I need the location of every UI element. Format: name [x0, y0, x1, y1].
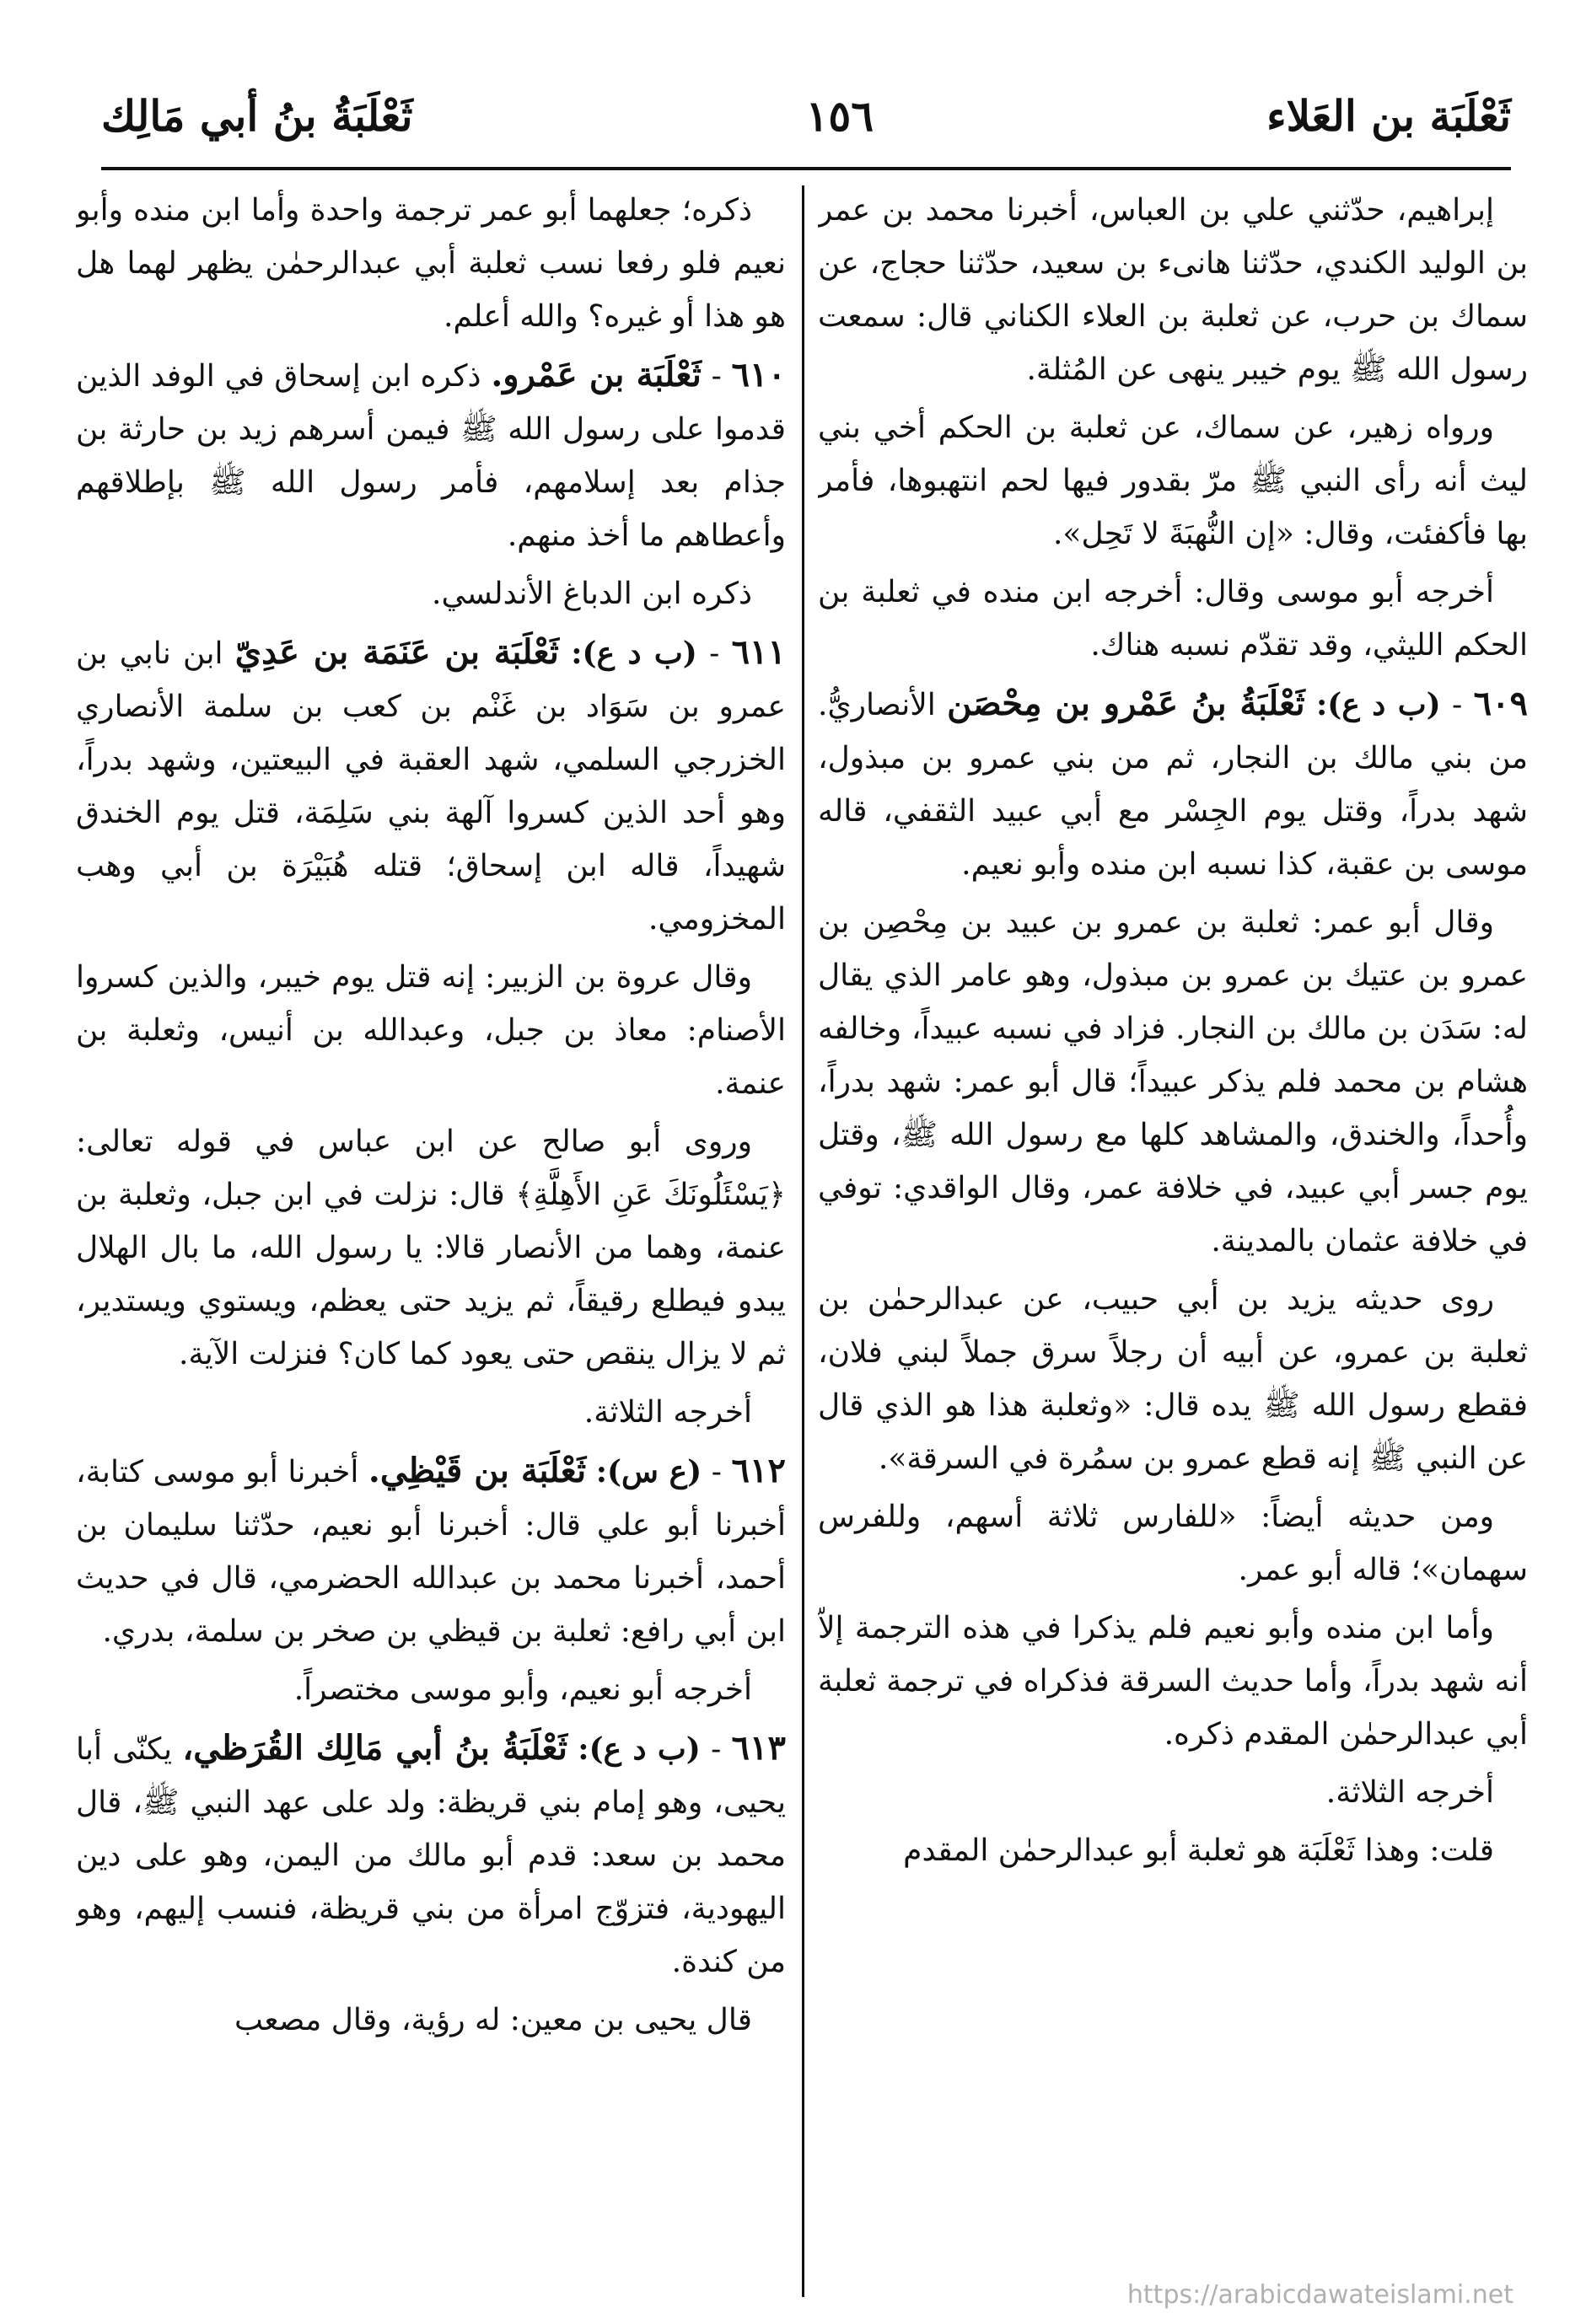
body-paragraph: [818, 1273, 1528, 1485]
paragraph-text: وروى أبو صالح عن ابن عباس في قوله تعالى: ﴿يَسْئَلُونَكَ عَنِ الأَهِلَّةِ﴾ قال: نزلت في ابن جبل، وثعلبة بن عنمة، وهما من الأنصار قالا: يا رسول الله، ما بال الهلال يبدو فيطلع رقيقاً، ثم يزيد حتى يعظم، ويستوي ويستدير، ثم لا يزال ينقص حتى يعود كما كان؟ فنزلت الآية.: [76, 1124, 786, 1371]
entry-source-tag: (ب د ع):: [571, 636, 697, 671]
entry-source-tag: (ب د ع):: [1316, 687, 1441, 722]
paragraph-text: أخرجه الثلاثة.: [1325, 1775, 1494, 1810]
body-paragraph: [76, 1386, 786, 1439]
entry-name: ثَعْلَبَة بن عَمْرو.: [491, 355, 702, 394]
right-column: [818, 184, 1528, 2291]
body-paragraph: [818, 1490, 1528, 1597]
body-paragraph: [818, 1602, 1528, 1761]
paragraph-text: يكنّى أبا يحيى، وهو إمام بني قريظة: ولد على عهد النبي ﷺ، قال محمد بن سعد: قدم أبو مالك من اليمن، وهو على دين اليهودية، فتزوّج امرأة من بني قريظة، فنسب إليهم، وهو من كندة.: [76, 1732, 786, 1979]
paragraph-text: ذكره ابن إسحاق في الوفد الذين قدموا على رسول الله ﷺ فيمن أسرهم زيد بن حارثة بن جذام بعد إسلامهم، فأمر رسول الله ﷺ بإطلاقهم وأعطاهم ما أخذ منهم.: [76, 359, 786, 553]
paragraph-text: ذكره ابن الدباغ الأندلسي.: [432, 577, 752, 611]
paragraph-text: أخبرنا أبو موسى كتابة، أخبرنا أبو علي قال: أخبرنا أبو نعيم، حدّثنا سليمان بن أحمد، أخبرنا محمد بن عبدالله الحضرمي، قال في حديث ابن أبي رافع: ثعلبة بن قيظي بن صخر بن سلمة، بدري.: [76, 1455, 786, 1649]
paragraph-text: ذكره؛ جعلهما أبو عمر ترجمة واحدة وأما ابن منده وأبو نعيم فلو رفعا نسب ثعلبة أبي عبدالرحمٰن يظهر لهما هل هو هذا أو غيره؟ والله أعلم.: [76, 193, 786, 334]
entry-paragraph: ٦١٢ - (ع س): ثَعْلَبَة بن قَيْظِي. أخبرنا أبو موسى كتابة، أخبرنا أبو علي قال: أخبرنا أبو نعيم، حدّثنا سليمان بن أحمد، أخبرنا محمد بن عبدالله الحضرمي، قال في حديث ابن أبي رافع: ثعلبة بن قيظي بن صخر بن سلمة، بدري.: [76, 1451, 786, 1649]
paragraph-text: ورواه زهير، عن سماك، عن ثعلبة بن الحكم أخي بني ليث أنه رأى النبي ﷺ مرّ بقدور فيها لحم انتهبوها، فأمر بها فأكفئت، وقال: «إن النُّهبَةَ لا تَحِل».: [818, 411, 1528, 551]
entry-number: ٦٠٩: [1473, 684, 1528, 723]
column-divider: [802, 185, 804, 2297]
entry-source-tag: (ع س):: [595, 1454, 702, 1489]
paragraph-text: روى حديثه يزيد بن أبي حبيب، عن عبدالرحمٰن بن ثعلبة بن عمرو، عن أبيه أن رجلاً سرق جملاً لبني فلان، فقطع رسول الله ﷺ يده قال: «وثعلبة هذا هو الذي قال عن النبي ﷺ إنه قطع عمرو بن سمُرة في السرقة».: [818, 1282, 1528, 1476]
body-paragraph: [76, 184, 786, 343]
paragraph-text: وقال أبو عمر: ثعلبة بن عمرو بن عبيد بن مِحْصِن بن عمرو بن عتيك بن عمرو بن مبذول، وهو عامر الذي يقال له: سَدَن بن مالك بن النجار. فزاد في نسبه عبيداً، وخالفه هشام بن محمد فلم يذكر عبيداً؛ قال أبو عمر: شهد بدراً، وأُحداً، والخندق، والمشاهد كلها مع رسول الله ﷺ، وقتل يوم جسر أبي عبيد، في خلافة عمر، وقال الواقدي: توفي في خلافة عثمان بالمدينة.: [818, 905, 1528, 1259]
paragraph-text: قال يحيى بن معين: له رؤية، وقال مصعب: [234, 2003, 752, 2037]
paragraph-text: ومن حديثه أيضاً: «للفارس ثلاثة أسهم، وللفرس سهمان»؛ قاله أبو عمر.: [818, 1500, 1528, 1587]
entry-number: ٦١٣: [731, 1728, 786, 1768]
body-paragraph: [76, 567, 786, 620]
paragraph-text: الأنصاريُّ. من بني مالك بن النجار، ثم من بني عمرو بن مبذول، شهد بدراً، وقتل يوم الجِسْر مع أبي عبيد الثقفي، قاله موسى بن عقبة، كذا نسبه ابن منده وأبو نعيم.: [818, 688, 1528, 882]
paragraph-text: وأما ابن منده وأبو نعيم فلم يذكرا في هذه الترجمة إلاّ أنه شهد بدراً، وأما حديث السرقة فذكراه في ترجمة ثعلبة أبي عبدالرحمٰن المقدم ذكره.: [818, 1611, 1528, 1752]
paragraph-text: أخرجه الثلاثة.: [583, 1395, 752, 1430]
entry-paragraph: ٦١١ - (ب د ع): ثَعْلَبَة بن عَنَمَة بن عَدِيّ ابن نابي بن عمرو بن سَوَاد بن غَنْم بن كعب بن سلمة الأنصاري الخزرجي السلمي، شهد العقبة في البيعتين، وشهد بدراً، وهو أحد الذين كسروا آلهة بني سَلِمَة، قتل يوم الخندق شهيداً، قاله ابن إسحاق؛ قتله هُبَيْرَة بن أبي وهب المخزومي.: [76, 632, 786, 937]
entry-source-tag: (ب د ع):: [578, 1731, 701, 1767]
body-paragraph: [818, 1766, 1528, 1819]
page-header: [101, 78, 1511, 153]
paragraph-text: قلت: وهذا ثَعْلَبَة هو ثعلبة أبو عبدالرحمٰن المقدم: [903, 1833, 1494, 1868]
paragraph-text: أخرجه أبو نعيم، وأبو موسى مختصراً.: [293, 1672, 752, 1707]
entry-paragraph: ٦١٠ - ثَعْلَبَة بن عَمْرو. ذكره ابن إسحاق في الوفد الذين قدموا على رسول الله ﷺ فيمن أسرهم زيد بن حارثة بن جذام بعد إسلامهم، فأمر رسول الله ﷺ بإطلاقهم وأعطاهم ما أخذ منهم.: [76, 355, 786, 553]
entry-name: ثَعْلَبَة بن عَنَمَة بن عَدِيّ: [234, 632, 559, 672]
left-column: [76, 184, 786, 2291]
entry-name: ثَعْلَبَة بن قَيْظِي.: [368, 1451, 587, 1490]
body-paragraph: [76, 1115, 786, 1381]
entry-number: ٦١١: [731, 632, 786, 672]
entry-name: ثَعْلَبَةُ بنُ عَمْرو بن مِحْصَن: [947, 684, 1305, 723]
header-right-title: ثَعْلَبَة بن العَلاء: [1266, 90, 1511, 141]
paragraph-text: أخرجه أبو موسى وقال: أخرجه ابن منده في ثعلبة بن الحكم الليثي، وقد تقدّم نسبه هناك.: [818, 575, 1528, 663]
header-rule: [101, 167, 1511, 170]
body-paragraph: [818, 184, 1528, 396]
entry-name: ثَعْلَبَةُ بنُ أبي مَالِك القُرَظي،: [182, 1728, 567, 1768]
body-paragraph: [818, 896, 1528, 1268]
page-number: ١٥٦: [805, 90, 874, 141]
entry-number: ٦١٢: [731, 1451, 786, 1490]
header-left-title: ثَعْلَبَةُ بنُ أبي مَالِك: [101, 90, 413, 141]
body-paragraph: [76, 1994, 786, 2047]
body-paragraph: [818, 566, 1528, 672]
entry-paragraph: ٦١٣ - (ب د ع): ثَعْلَبَةُ بنُ أبي مَالِك القُرَظي، يكنّى أبا يحيى، وهو إمام بني قريظة: ولد على عهد النبي ﷺ، قال محمد بن سعد: قدم أبو مالك من اليمن، وهو على دين اليهودية، فتزوّج امرأة من بني قريظة، فنسب إليهم، وهو من كندة.: [76, 1728, 786, 1979]
entry-paragraph: ٦٠٩ - (ب د ع): ثَعْلَبَةُ بنُ عَمْرو بن مِحْصَن الأنصاريُّ. من بني مالك بن النجار، ثم من بني عمرو بن مبذول، شهد بدراً، وقتل يوم الجِسْر مع أبي عبيد الثقفي، قاله موسى بن عقبة، كذا نسبه ابن منده وأبو نعيم.: [818, 684, 1528, 882]
body-paragraph: [818, 401, 1528, 561]
entry-number: ٦١٠: [731, 355, 786, 394]
watermark-url[interactable]: https://arabicdawateislami.net: [1126, 2280, 1513, 2310]
paragraph-text: ابن نابي بن عمرو بن سَوَاد بن غَنْم بن كعب بن سلمة الأنصاري الخزرجي السلمي، شهد العقبة في البيعتين، وشهد بدراً، وهو أحد الذين كسروا آلهة بني سَلِمَة، قتل يوم الخندق شهيداً، قاله ابن إسحاق؛ قتله هُبَيْرَة بن أبي وهب المخزومي.: [76, 636, 786, 937]
body-paragraph: [818, 1824, 1528, 1877]
paragraph-text: وقال عروة بن الزبير: إنه قتل يوم خيبر، والذين كسروا الأصنام: معاذ بن جبل، وعبدالله بن أنيس، وثعلبة بن عنمة.: [76, 960, 786, 1101]
body-paragraph: [76, 1663, 786, 1716]
body-paragraph: [76, 951, 786, 1110]
paragraph-text: إبراهيم، حدّثني علي بن العباس، أخبرنا محمد بن عمر بن الوليد الكندي، حدّثنا هانىء بن سعيد، حدّثنا حجاج، عن سماك بن حرب، عن ثعلبة بن العلاء الكناني قال: سمعت رسول الله ﷺ يوم خيبر ينهى عن المُثلة.: [818, 193, 1528, 387]
